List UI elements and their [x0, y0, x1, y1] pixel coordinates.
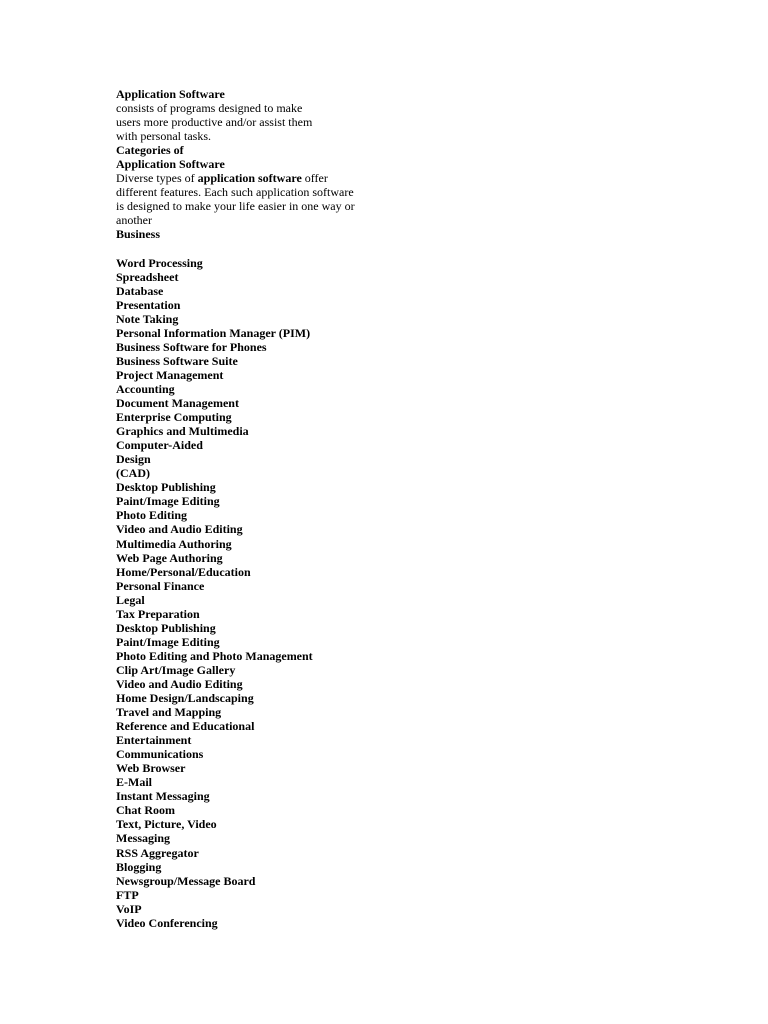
description-line: is designed to make your life easier in one way or — [116, 199, 355, 214]
list-item: E-Mail — [116, 775, 152, 790]
blank-line — [116, 242, 446, 256]
description-line — [116, 171, 446, 185]
intro-line: consists of programs designed to make — [116, 101, 303, 116]
list-item: Document Management — [116, 396, 239, 411]
list-item: Home/Personal/Education — [116, 564, 251, 579]
list-item: Paint/Image Editing — [116, 494, 220, 509]
section-business-heading: Business — [116, 227, 161, 242]
list-item: Blogging — [116, 859, 162, 874]
document-heading: Application Software — [116, 87, 225, 101]
list-item: Word Processing — [116, 255, 203, 270]
list-item: Personal Information Manager (PIM) — [116, 325, 311, 340]
document-page — [116, 87, 446, 930]
list-item: Desktop Publishing — [116, 480, 216, 495]
list-item: Multimedia Authoring — [116, 536, 232, 551]
list-item: Spreadsheet — [116, 269, 179, 284]
list-item: Communications — [116, 747, 204, 762]
list-item: Tax Preparation — [116, 606, 200, 621]
categories-heading: Categories of — [116, 143, 184, 158]
list-item: VoIP — [116, 901, 142, 916]
list-item: Clip Art/Image Gallery — [116, 662, 236, 677]
list-item: Web Browser — [116, 761, 186, 776]
list-item: Text, Picture, Video — [116, 817, 217, 832]
list-item: Legal — [116, 592, 145, 607]
description-suffix: offer — [301, 171, 328, 186]
list-item: Home Design/Landscaping — [116, 691, 254, 706]
list-item: Reference and Educational — [116, 719, 255, 734]
intro-line: with personal tasks. — [116, 129, 211, 144]
list-item: Accounting — [116, 381, 175, 396]
list-item: Personal Finance — [116, 578, 205, 593]
list-item: Business Software for Phones — [116, 339, 267, 354]
list-item: Chat Room — [116, 803, 175, 818]
list-item: Photo Editing — [116, 508, 188, 523]
description-bold-term: application software — [197, 171, 302, 186]
categories-heading: Application Software — [116, 157, 225, 172]
list-item: Newsgroup/Message Board — [116, 873, 256, 888]
description-line: different features. Each such application software — [116, 185, 354, 200]
list-item: Design — [116, 452, 151, 467]
list-item: Paint/Image Editing — [116, 634, 220, 649]
list-item: Instant Messaging — [116, 789, 210, 804]
list-item: Computer-Aided — [116, 438, 203, 453]
list-item: Photo Editing and Photo Management — [116, 648, 313, 663]
list-item: Project Management — [116, 367, 224, 382]
list-item: RSS Aggregator — [116, 845, 199, 860]
description-line: another — [116, 213, 152, 228]
list-item: Enterprise Computing — [116, 410, 232, 425]
category-list — [116, 256, 446, 930]
list-item: Note Taking — [116, 311, 179, 326]
list-item: (CAD) — [116, 466, 150, 481]
list-item: Messaging — [116, 831, 170, 846]
list-item: Graphics and Multimedia — [116, 424, 249, 439]
list-item: Presentation — [116, 297, 181, 312]
intro-line: users more productive and/or assist them — [116, 115, 313, 130]
list-item: Video and Audio Editing — [116, 676, 243, 691]
list-item: Business Software Suite — [116, 353, 238, 368]
list-item: Web Page Authoring — [116, 550, 223, 565]
list-item: Entertainment — [116, 733, 192, 748]
list-item: FTP — [116, 887, 139, 902]
list-item: Video Conferencing — [116, 915, 218, 930]
description-prefix: Diverse types of — [116, 171, 198, 186]
list-item: Travel and Mapping — [116, 705, 222, 720]
list-item: Desktop Publishing — [116, 620, 216, 635]
list-item: Video and Audio Editing — [116, 522, 243, 537]
list-item: Database — [116, 283, 164, 298]
